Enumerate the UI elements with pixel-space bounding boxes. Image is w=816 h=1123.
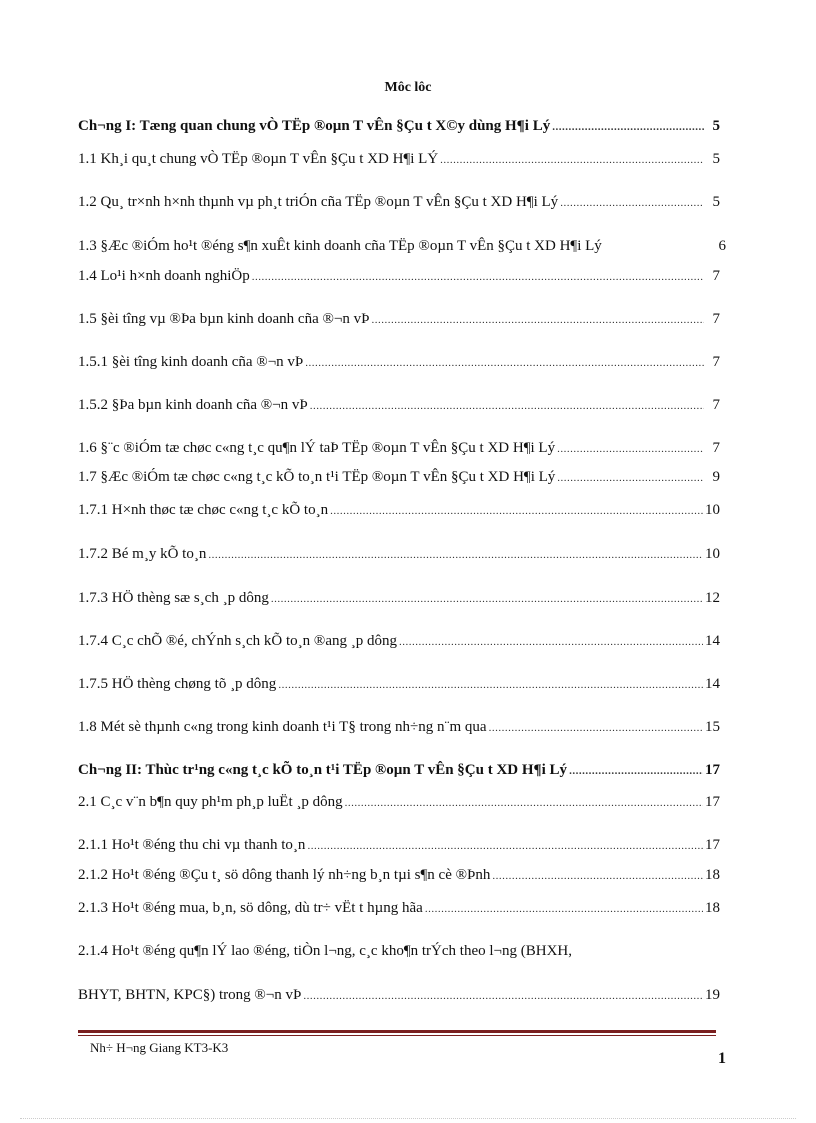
- toc-entry-label: 1.8 Mét sè thµnh c«ng trong kinh doanh t¹i T§ trong nh÷ng n¨m qua: [78, 719, 487, 735]
- toc-leader: [303, 987, 703, 1005]
- toc-leader: [440, 151, 704, 169]
- toc-leader: [252, 268, 704, 286]
- footer-rule: [78, 1030, 716, 1033]
- toc-entry-page: 19: [705, 987, 720, 1003]
- toc-entry[interactable]: [78, 237, 726, 255]
- toc-entry-label: Ch¬ng I: Tæng quan chung vÒ TËp ®oµn T vÊn §Çu t X©y dùng H¶i Lý: [78, 118, 551, 134]
- toc-entry-page: 18: [705, 900, 720, 916]
- toc-entry-label: 1.5.2 §Þa bµn kinh doanh cña ®¬n vÞ: [78, 397, 308, 413]
- toc-entry-label: 1.5.1 §èi tîng kinh doanh cña ®¬n vÞ: [78, 354, 304, 370]
- toc-entry[interactable]: [78, 310, 720, 329]
- toc-leader: [552, 118, 704, 136]
- toc-leader: [371, 311, 704, 329]
- toc-entry[interactable]: [78, 267, 720, 286]
- toc-entry-label: 1.7.5 HÖ thèng chøng tõ ¸p dông: [78, 676, 277, 692]
- toc-entry-page: 17: [705, 837, 720, 853]
- toc-entry-page: 7: [712, 311, 720, 327]
- toc-entry[interactable]: [78, 545, 720, 564]
- toc-entry-label: 1.7.2 Bé m¸y kÕ to¸n: [78, 546, 207, 562]
- toc-leader: [345, 794, 703, 812]
- toc-entry-label: BHYT, BHTN, KPC§) trong ®¬n vÞ: [78, 987, 302, 1003]
- toc-entry[interactable]: [78, 836, 720, 855]
- toc-entry-page: 9: [712, 469, 720, 485]
- toc-entry-page: 18: [705, 867, 720, 883]
- toc-leader: [278, 676, 703, 694]
- toc-entry[interactable]: [78, 439, 720, 458]
- toc-entry-page: 15: [705, 719, 720, 735]
- toc-entry-page: 14: [705, 676, 720, 692]
- toc-leader: [492, 867, 703, 885]
- toc-entry-label: 2.1.3 Ho¹t ®éng mua, b¸n, sö dông, dù tr÷ vËt t hµng hãa: [78, 900, 423, 916]
- toc-entry[interactable]: [78, 353, 720, 372]
- toc-entry-label: 1.5 §èi tîng vµ ®Þa bµn kinh doanh cña ®¬n vÞ: [78, 311, 370, 327]
- toc-entry-label: 1.7.1 H×nh thøc tæ chøc c«ng t¸c kÕ to¸n: [78, 502, 329, 518]
- page-number: 1: [718, 1050, 726, 1067]
- toc-entry[interactable]: [78, 899, 720, 918]
- toc-entry-label: 2.1.2 Ho¹t ®éng ®Çu t¸ sö dông thanh lý nh÷ng b¸n tµi s¶n cè ®Þnh: [78, 867, 491, 883]
- toc-entry-label: 1.7 §Æc ®iÓm tæ chøc c«ng t¸c kÕ to¸n t¹i TËp ®oµn T vÊn §Çu t XD H¶i Lý: [78, 469, 556, 485]
- toc-entry-label: 1.2 Qu¸ tr×nh h×nh thµnh vµ ph¸t triÓn cña TËp ®oµn T vÊn §Çu t XD H¶i Lý: [78, 194, 559, 210]
- toc-title: Môc lôc: [384, 80, 432, 95]
- toc-leader: [305, 354, 704, 372]
- toc-entry-page: 7: [712, 440, 720, 456]
- toc-entry-label: 1.7.3 HÖ thèng sæ s¸ch ¸p dông: [78, 590, 269, 606]
- toc-entry-label: 1.6 §¨c ®iÓm tæ chøc c«ng t¸c qu¶n lÝ taÞ TËp ®oµn T vÊn §Çu t XD H¶i Lý: [78, 440, 556, 456]
- toc-entry-page: 6: [718, 238, 726, 254]
- toc-entry-label: 1.1 Kh¸i qu¸t chung vÒ TËp ®oµn T vÊn §Çu t XD H¶i LÝ: [78, 151, 439, 167]
- toc-entry[interactable]: [78, 396, 720, 415]
- toc-leader: [310, 397, 704, 415]
- toc-entry-chapter-2[interactable]: [78, 761, 720, 780]
- toc-leader: [557, 440, 704, 458]
- toc-leader: [399, 633, 703, 651]
- toc-entry[interactable]: [78, 675, 720, 694]
- toc-entry[interactable]: [78, 718, 720, 737]
- toc-entry-chapter-1[interactable]: [78, 117, 720, 136]
- toc-entry-label: 2.1.1 Ho¹t ®éng thu chi vµ thanh to¸n: [78, 837, 306, 853]
- toc-leader: [557, 469, 704, 487]
- toc-leader: [560, 194, 704, 212]
- page-bottom-border: [20, 1118, 796, 1119]
- toc-entry-page: 7: [712, 354, 720, 370]
- toc-leader: [271, 590, 703, 608]
- toc-leader: [425, 900, 703, 918]
- toc-entry[interactable]: [78, 793, 720, 812]
- toc-entry[interactable]: [78, 468, 720, 487]
- toc-entry-page: 17: [705, 794, 720, 810]
- toc-entry-page: 7: [712, 397, 720, 413]
- toc-entry[interactable]: [78, 150, 720, 169]
- toc-entry-page: 14: [705, 633, 720, 649]
- toc-entry[interactable]: [78, 501, 720, 520]
- toc-entry-page: 5: [712, 151, 720, 167]
- toc-entry-page: 10: [705, 502, 720, 518]
- footer-rule-thin: [78, 1035, 716, 1036]
- toc-entry-page: 17: [705, 762, 720, 778]
- toc-entry-label: 1.3 §Æc ®iÓm ho¹t ®éng s¶n xuÊt kinh doanh cña TËp ®oµn T vÊn §Çu t XD H¶i Lý: [78, 238, 602, 254]
- toc-entry-page: 5: [712, 194, 720, 210]
- toc-entry-wrapped-line[interactable]: 2.1.4 Ho¹t ®éng qu¶n lÝ lao ®éng, tiÒn l¬ng, c¸c kho¶n trÝch theo l¬ng (BHXH,: [78, 943, 572, 959]
- toc-entry-label: Ch¬ng II: Thùc tr¹ng c«ng t¸c kÕ to¸n t¹i TËp ®oµn T vÊn §Çu t XD H¶i Lý: [78, 762, 568, 778]
- toc-entry-page: 12: [705, 590, 720, 606]
- toc-entry-page: 7: [712, 268, 720, 284]
- toc-leader: [489, 719, 703, 737]
- toc-leader: [330, 502, 703, 520]
- toc-entry[interactable]: [78, 986, 720, 1005]
- toc-leader: [307, 837, 703, 855]
- toc-entry-label: 1.4 Lo¹i h×nh doanh nghiÖp: [78, 268, 250, 284]
- toc-entry-label: 2.1 C¸c v¨n b¶n quy ph¹m ph¸p luËt ¸p dông: [78, 794, 343, 810]
- toc-leader: [208, 546, 703, 564]
- toc-entry[interactable]: [78, 866, 720, 885]
- toc-entry-page: 10: [705, 546, 720, 562]
- toc-entry[interactable]: [78, 632, 720, 651]
- toc-entry-label: 1.7.4 C¸c chÕ ®é, chÝnh s¸ch kÕ to¸n ®ang ¸p dông: [78, 633, 397, 649]
- toc-leader: [569, 762, 703, 780]
- footer-author: Nh÷ H¬ng Giang KT3-K3: [90, 1040, 229, 1055]
- toc-entry-page: 5: [712, 118, 720, 134]
- toc-entry[interactable]: [78, 589, 720, 608]
- toc-entry[interactable]: [78, 193, 720, 212]
